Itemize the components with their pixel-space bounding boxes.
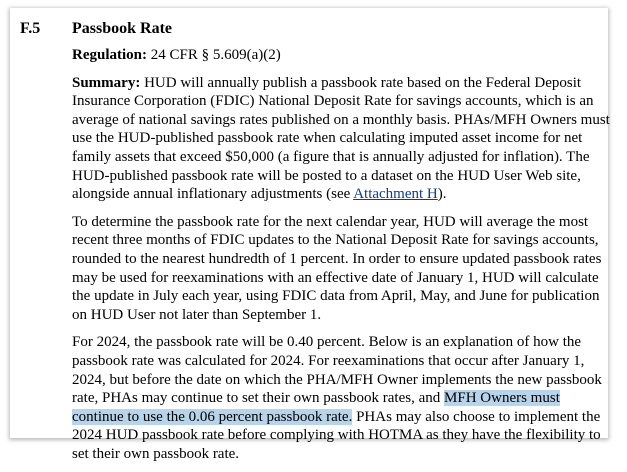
section-title: Passbook Rate	[72, 20, 173, 37]
attachment-h-link[interactable]: Attachment H	[353, 186, 438, 203]
regulation-label: Regulation:	[72, 47, 147, 63]
section-body	[72, 46, 612, 472]
summary-text: HUD will annually publish a passbook rate based on the Federal Deposit Insurance Corporation (FDIC) National Deposit Rate for savings accounts, which is an average of national savings rates published on a monthly basis. PHAs/MFH Owners must use the HUD-published passbook rate when calculating imputed asset income for net family assets that exceed $50,000 (a figure that is annually adjusted for inflation). The HUD-published passbook rate will be posted to a dataset on the HUD User Web site, alongside annual inflationary adjustments (see	[72, 74, 610, 203]
calculation-paragraph: To determine the passbook rate for the next calendar year, HUD will average the most recent three months of FDIC updates to the National Deposit Rate for savings accounts, rounded to the nearest hundredth of 1 percent. In order to ensure updated passbook rates may be used for reexaminations with an effective date of January 1, HUD will calculate the update in July each year, using FDIC data from April, May, and June for publication on HUD User not later than September 1.	[72, 213, 602, 323]
document-excerpt	[10, 8, 610, 462]
regulation-citation: 24 CFR § 5.609(a)(2)	[147, 47, 281, 63]
summary-label: Summary:	[72, 74, 141, 91]
year-2024-text-after: PHAs may also choose to implement the 2024 HUD passbook rate before complying with HOTMA as they have the flexibility to set their own passbook rate.	[72, 408, 601, 462]
section-number: F.5	[20, 20, 41, 37]
highlighted-text: MFH Owners must continue to use the 0.06 percent passbook rate.	[72, 390, 560, 425]
year-2024-text-before: For 2024, the passbook rate will be 0.40 percent. Below is an explanation of how the passbook rate was calculated for 2024. For reexaminations that occur after January 1, 2024, but before the date on which the PHA/MFH Owner implements the new passbook rate, PHAs may continue to set their own passbook rates, and	[72, 334, 602, 407]
regulation-line	[72, 46, 612, 65]
summary-tail: ).	[437, 186, 447, 203]
summary-paragraph	[72, 74, 612, 204]
year-2024-paragraph	[72, 333, 612, 463]
